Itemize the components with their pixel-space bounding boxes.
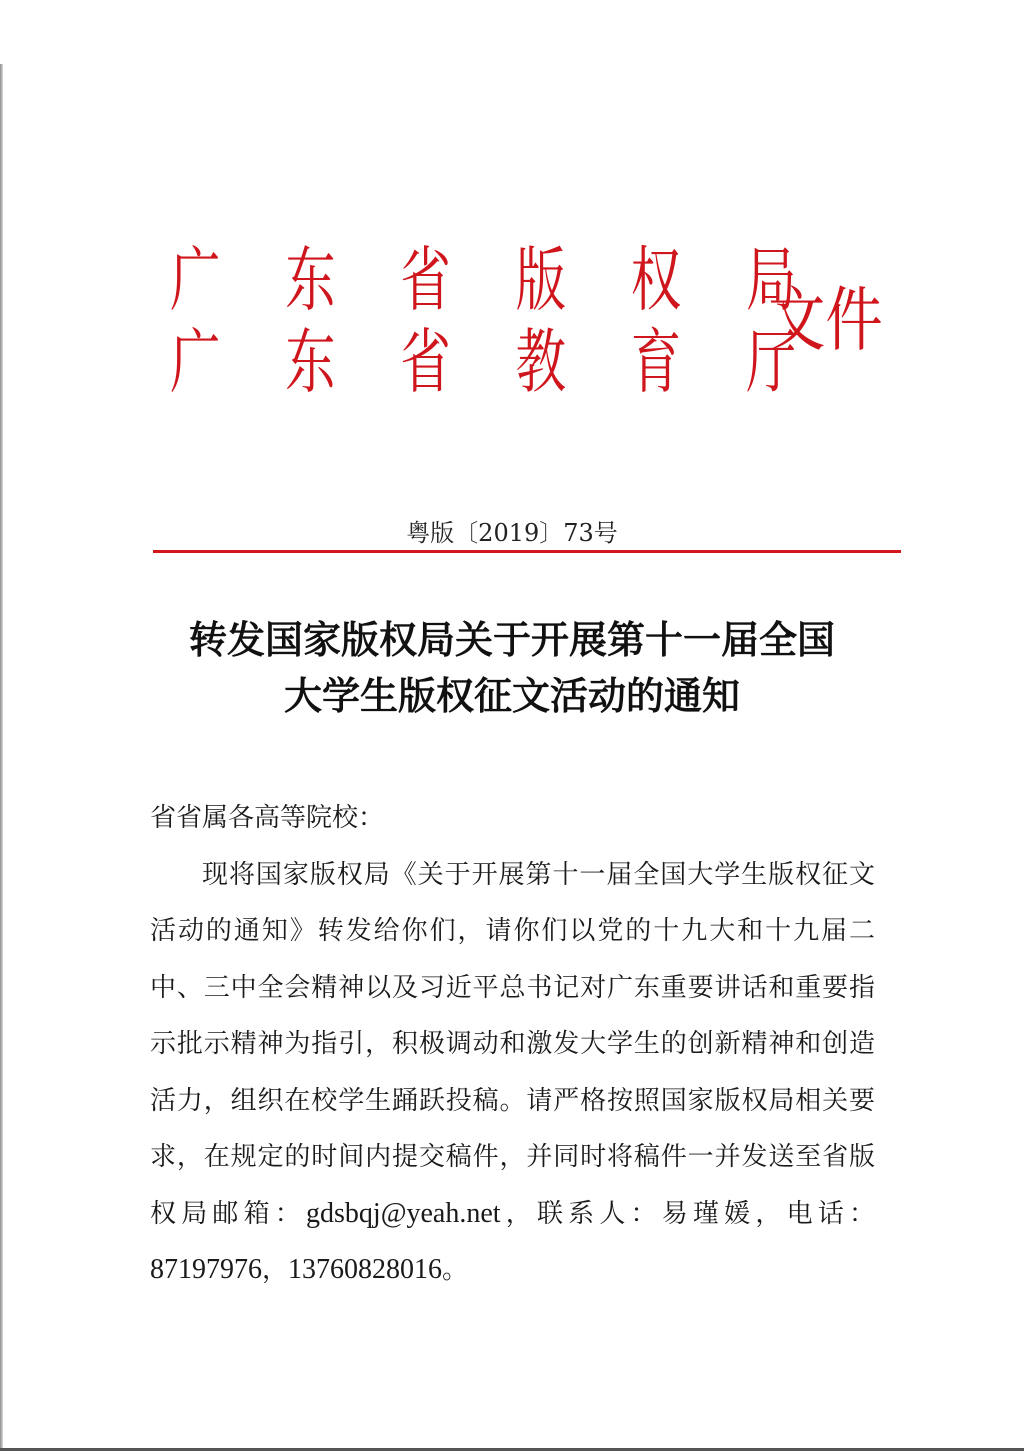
paragraph-text: 现将国家版权局《关于开展第十一届全国大学生版权征文活动的通知》转发给你们，请你们以党的十九大和十九届二中、三中全会精神以及习近平总书记对广东重要讲话和重要指示批示精神为指引，积极调动和激发大学生的创新精神和创造活力，组织在校学生踊跃投稿。请严格按照国家版权局相关要求，在规定的时间内提交稿件，并同时将稿件一并发送至省版权局邮箱：	[150, 859, 875, 1229]
contact-email: gdsbqj@yeah.net	[306, 1197, 501, 1229]
masthead-char: 育	[630, 321, 682, 403]
masthead-char: 省	[400, 239, 451, 321]
document-number: 粤版〔2019〕73号	[406, 519, 618, 547]
salutation: 省省属各高等院校：	[150, 803, 385, 833]
masthead-copyright-bureau	[170, 240, 861, 320]
masthead-char: 东	[285, 321, 336, 403]
title-line-1: 转发国家版权局关于开展第十一届全国	[188, 617, 835, 662]
masthead-char: 省	[400, 321, 451, 403]
masthead-char: 厅	[746, 321, 797, 403]
scan-edge-left	[0, 64, 3, 1451]
masthead-char: 教	[515, 321, 566, 403]
masthead-char: 广	[170, 321, 221, 403]
contact-phone-1: 87197976	[150, 1254, 262, 1285]
contact-phone-2: 13760828016	[288, 1254, 443, 1285]
phone-separator: ，	[262, 1255, 289, 1285]
title-line-2: 大学生版权征文活动的通知	[283, 673, 740, 718]
document-title	[0, 612, 1024, 724]
paragraph-end: 。	[442, 1255, 469, 1285]
masthead-char: 权	[630, 239, 682, 321]
masthead-char: 东	[285, 239, 336, 321]
masthead-document-suffix: 文件	[768, 279, 883, 361]
issuing-authorities-masthead	[170, 240, 900, 410]
masthead-char: 局	[746, 239, 797, 321]
masthead-education-department	[170, 322, 861, 402]
contact-label: ，联系人：易瑾媛，电话：	[500, 1198, 875, 1229]
document-body	[150, 790, 875, 1299]
masthead-char: 广	[170, 239, 221, 321]
body-paragraph	[150, 847, 875, 1299]
red-divider-line	[153, 550, 901, 553]
masthead-char: 版	[515, 239, 566, 321]
